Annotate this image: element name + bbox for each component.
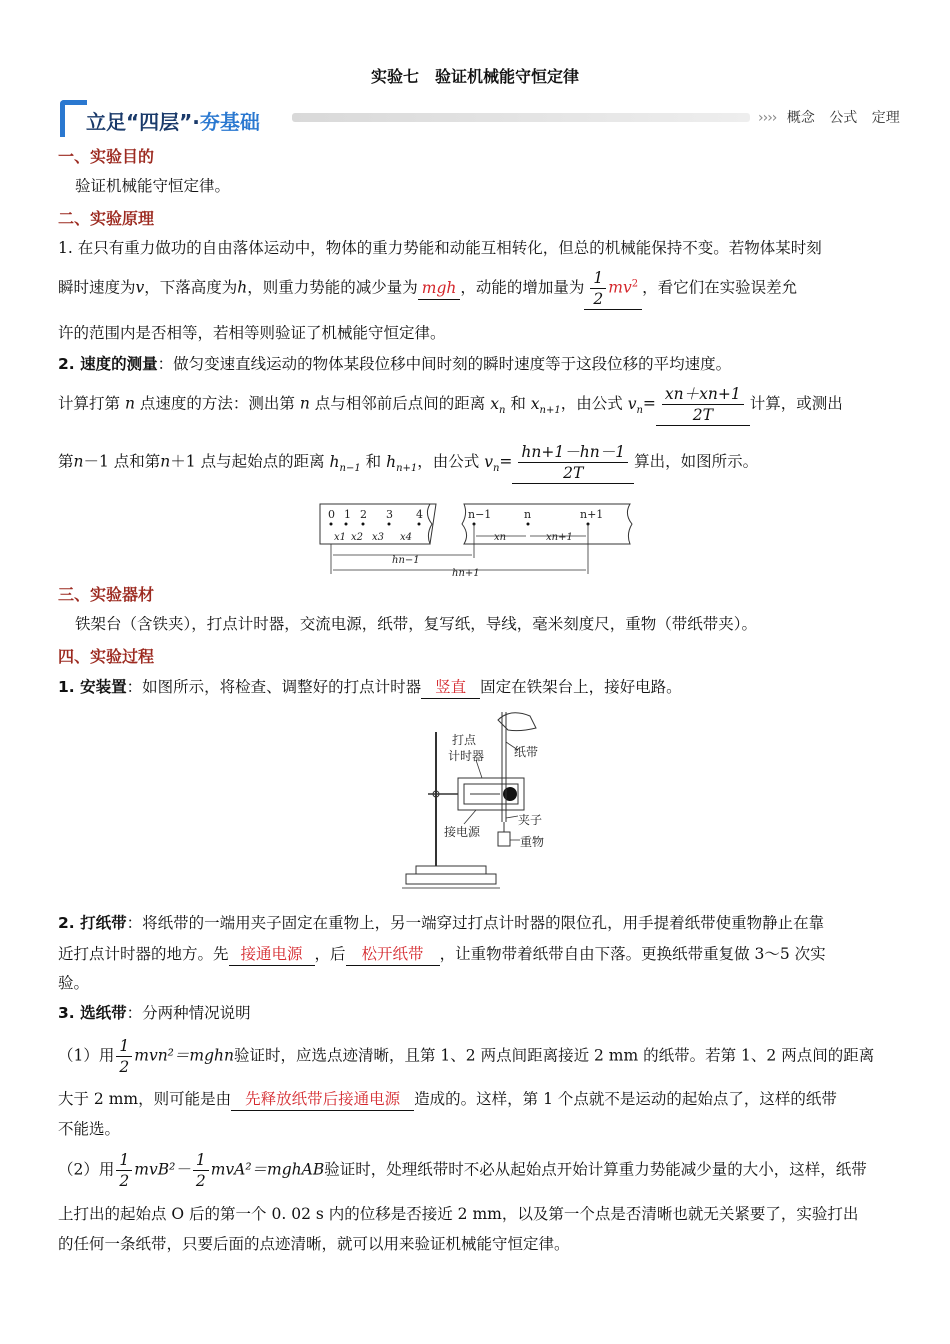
banner-badge	[60, 102, 290, 134]
answer-blank-mgh	[418, 277, 461, 300]
answer-wrong-order: 先释放纸带后接通电源	[245, 1090, 401, 1108]
weight-block	[498, 832, 510, 846]
text-run: 计算，或测出	[749, 394, 843, 413]
var-n: n	[124, 394, 135, 413]
text-run: 点速度的方法：测出第	[139, 394, 295, 413]
text-run: 瞬时速度为	[58, 278, 136, 297]
text-run: 近打点计时器的地方。先	[58, 945, 229, 963]
text-run: ：做匀变速直线运动的物体某段位移中间时刻的瞬时速度等于这段位移的平均速度。	[157, 355, 732, 373]
tape-h-label-n-1: hn−1	[392, 555, 420, 566]
tape-dot	[330, 523, 333, 526]
answer-blank-kinetic	[584, 268, 642, 310]
var-v: v	[135, 278, 145, 297]
text-run: ，下落高度为	[144, 278, 238, 297]
fraction-half	[116, 1036, 132, 1077]
step-2a: 2. 打纸带：将纸带的一端用夹子固定在重物上，另一端穿过打点计时器的限位孔，用手提着纸带使重物静止在靠	[58, 914, 825, 932]
answer-blank-power-on	[229, 943, 315, 966]
answer-mv2: mv	[608, 278, 632, 297]
text-run: ，由公式	[560, 394, 623, 413]
var-xn: $x_n$	[490, 394, 506, 416]
text-run: ：将纸带的一端用夹子固定在重物上，另一端穿过打点计时器的限位孔，用手提着纸带使重物静止在靠	[126, 914, 825, 932]
item-number: 1	[58, 678, 69, 696]
case-2b: 上打出的起始点 O 后的第一个 0. 02 s 内的位移是否接近 2 mm，以及第一个点是否清晰也就无关紧要了，实验打出	[58, 1205, 859, 1223]
label-timer-line2: 计时器	[448, 749, 485, 763]
fraction-denominator: 2T	[692, 406, 713, 424]
fraction-denominator: 2	[593, 290, 604, 308]
fraction-half	[193, 1150, 209, 1191]
case-1b	[58, 1088, 890, 1111]
banner-tail	[758, 107, 900, 127]
text-run: =	[642, 394, 656, 413]
item-label: 打纸带	[80, 914, 127, 932]
tape-dot-label-4: 4	[416, 508, 423, 521]
text-run: ，则重力势能的减少量为	[247, 278, 418, 297]
step-2c: 验。	[58, 974, 90, 992]
answer-release-tape: 松开纸带	[361, 945, 424, 963]
text-run: 计算打第	[58, 394, 121, 413]
formula-case-1: mvn²＝mghn	[134, 1046, 234, 1065]
tape-x-label-3: x3	[372, 532, 385, 543]
tape-dot	[345, 523, 348, 526]
banner-badge-accent: 夯基础	[199, 110, 260, 134]
answer-mgh: mgh	[421, 278, 457, 297]
principle-para-1a: 1. 在只有重力做功的自由落体运动中，物体的重力势能和动能互相转化，但总的机械能保持不变。若物体某时刻	[58, 239, 822, 257]
section-heading-equipment: 三、实验器材	[58, 585, 155, 604]
item-label: 速度的测量	[80, 355, 158, 373]
case-2c: 的任何一条纸带，只要后面的点迹清晰，就可以用来验证机械能守恒定律。	[58, 1235, 570, 1253]
answer-blank-vertical	[421, 676, 480, 699]
text-run: （1）用	[58, 1046, 115, 1065]
text-run: 和	[365, 452, 382, 471]
tape-dot	[388, 523, 391, 526]
tape-x-label-4: x4	[400, 532, 413, 543]
tape-x-label-1: x1	[334, 532, 347, 543]
tape-dot-label-n-1: n−1	[468, 508, 492, 521]
tape-figure	[318, 500, 634, 578]
item-label: 安装置	[80, 678, 127, 696]
fraction-denominator: 2	[119, 1058, 130, 1076]
tape-dot-label-n: n	[524, 508, 532, 521]
text-run: ，让重物带着纸带自由下落。更换纸带重复做 3～5 次实	[439, 945, 826, 963]
var-xn1: $x_{n+1}$	[530, 394, 561, 416]
text-run: 造成的。这样，第 1 个点就不是运动的起始点了，这样的纸带	[414, 1090, 837, 1108]
var-vn: $v_n$	[627, 394, 643, 416]
fraction-numerator: 1	[193, 1150, 209, 1171]
fraction-numerator: xn＋xn+1	[662, 384, 744, 405]
text-run: －1 点和第	[83, 452, 161, 471]
fraction-hn	[518, 442, 628, 483]
fraction-denominator: 2	[119, 1172, 130, 1190]
fraction-denominator: 2T	[563, 464, 584, 482]
label-power: 接电源	[444, 825, 481, 839]
tape-dot-label-3: 3	[386, 508, 393, 521]
principle-para-1b	[58, 268, 890, 310]
answer-blank-wrong-order	[231, 1088, 414, 1111]
section-heading-purpose: 一、实验目的	[58, 147, 155, 166]
banner-badge-prefix: 立足“四层”·	[86, 110, 200, 134]
text-run: ，看它们在实验误差允	[642, 278, 798, 297]
step-3: 3. 选纸带：分两种情况说明	[58, 1004, 251, 1022]
text-run: =	[499, 452, 513, 471]
fraction-numerator: 1	[590, 268, 606, 289]
section-heading-procedure: 四、实验过程	[58, 647, 155, 666]
formula-case-2-a: mvA²＝mghAB	[210, 1160, 325, 1179]
text-run: ：分两种情况说明	[126, 1004, 251, 1022]
var-n: n	[299, 394, 310, 413]
answer-vertical: 竖直	[435, 678, 467, 696]
fraction-half	[590, 268, 606, 309]
case-1a	[58, 1036, 890, 1077]
var-n: n	[73, 452, 84, 471]
answer-blank-release-tape	[346, 943, 440, 966]
text-run: ，后	[314, 945, 346, 963]
formula-case-2-b: mvB²－	[134, 1160, 191, 1179]
purpose-text: 验证机械能守恒定律。	[75, 177, 231, 195]
tape-x-label-2: x2	[351, 532, 364, 543]
label-weight: 重物	[520, 835, 545, 849]
text-run: 验证时，应选点迹清晰，且第 1、2 两点间距离接近 2 mm 的纸带。若第 1、2 两点间的距离	[234, 1046, 875, 1065]
item-label: 选纸带	[80, 1004, 127, 1022]
item-number: 2	[58, 355, 69, 373]
apparatus-figure	[400, 706, 560, 902]
label-tape: 纸带	[514, 745, 539, 759]
text-run: ，动能的增加量为	[460, 278, 585, 297]
timer-bell	[503, 787, 517, 801]
tape-x-label-n1: xn+1	[546, 532, 573, 543]
fraction-numerator: hn+1－hn－1	[518, 442, 628, 463]
text-run: 大于 2 mm，则可能是由	[58, 1090, 232, 1108]
case-1c: 不能选。	[58, 1120, 121, 1138]
label-clip: 夹子	[518, 813, 543, 827]
text-run: 和	[510, 394, 526, 413]
tape-dot	[362, 523, 365, 526]
case-2a	[58, 1150, 890, 1191]
var-hn-1: $h_{n-1}$	[329, 452, 361, 474]
var-vn: $v_n$	[484, 452, 500, 474]
text-run: 第	[58, 452, 74, 471]
tape-dot-label-1: 1	[344, 508, 351, 521]
equipment-text: 铁架台（含铁夹），打点计时器，交流电源，纸带，复写纸，导线，毫米刻度尺，重物（带纸带夹）。	[75, 615, 758, 633]
var-hn1: $h_{n+1}$	[386, 452, 418, 474]
page-title: 实验七 验证机械能守恒定律	[370, 67, 579, 86]
fraction-xn	[662, 384, 744, 425]
tape-dot	[418, 523, 421, 526]
text-run: 固定在铁架台上，接好电路。	[480, 678, 682, 696]
label-timer-line1: 打点	[452, 733, 477, 747]
formula-blank-hn	[512, 442, 634, 484]
principle-para-2: 2. 速度的测量：做匀变速直线运动的物体某段位移中间时刻的瞬时速度等于这段位移的平均速度。	[58, 355, 732, 373]
tape-dot-label-2: 2	[360, 508, 367, 521]
text-run: ，由公式	[417, 452, 480, 471]
tape-x-label-n: xn	[494, 532, 507, 543]
text-run: ＋1 点与起始点的距离	[170, 452, 325, 471]
answer-mv2-exponent: 2	[631, 278, 639, 290]
banner-tag-concept: 概念	[786, 110, 815, 126]
principle-para-1c: 许的范围内是否相等，若相等则验证了机械能守恒定律。	[58, 324, 446, 342]
tape-h-label-n1: hn+1	[452, 568, 480, 578]
section-heading-principle: 二、实验原理	[58, 209, 155, 228]
text-run: ：如图所示，将检查、调整好的打点计时器	[126, 678, 422, 696]
step-2b	[58, 943, 890, 966]
fraction-half	[116, 1150, 132, 1191]
section-banner	[60, 100, 900, 136]
formula-blank-xn	[656, 384, 750, 426]
banner-tag-formula: 公式	[829, 110, 858, 126]
chevron-right-icon: ››››	[758, 110, 777, 126]
banner-bar	[292, 113, 750, 122]
fraction-numerator: 1	[116, 1150, 132, 1171]
principle-para-4	[58, 442, 890, 484]
banner-tag-theorem: 定理	[871, 110, 900, 126]
text-run: 算出，如图所示。	[634, 452, 759, 471]
answer-power-on: 接通电源	[240, 945, 303, 963]
var-n: n	[160, 452, 171, 471]
item-number: 3	[58, 1004, 69, 1022]
fraction-denominator: 2	[195, 1172, 206, 1190]
item-number: 2	[58, 914, 69, 932]
text-run: 验证时，处理纸带时不必从起始点开始计算重力势能减少量的大小，这样，纸带	[324, 1160, 867, 1179]
text-run: （2）用	[58, 1160, 115, 1179]
var-h: h	[237, 278, 248, 297]
tape-dot-label-n1: n+1	[580, 508, 604, 521]
step-1: 1. 安装置：如图所示，将检查、调整好的打点计时器 竖直 固定在铁架台上，接好电路。	[58, 676, 890, 699]
principle-para-3	[58, 384, 890, 426]
text-run: 点与相邻前后点间的距离	[314, 394, 486, 413]
tape-dot-label-0: 0	[328, 508, 335, 521]
tape-dot	[527, 523, 530, 526]
fraction-numerator: 1	[116, 1036, 132, 1057]
